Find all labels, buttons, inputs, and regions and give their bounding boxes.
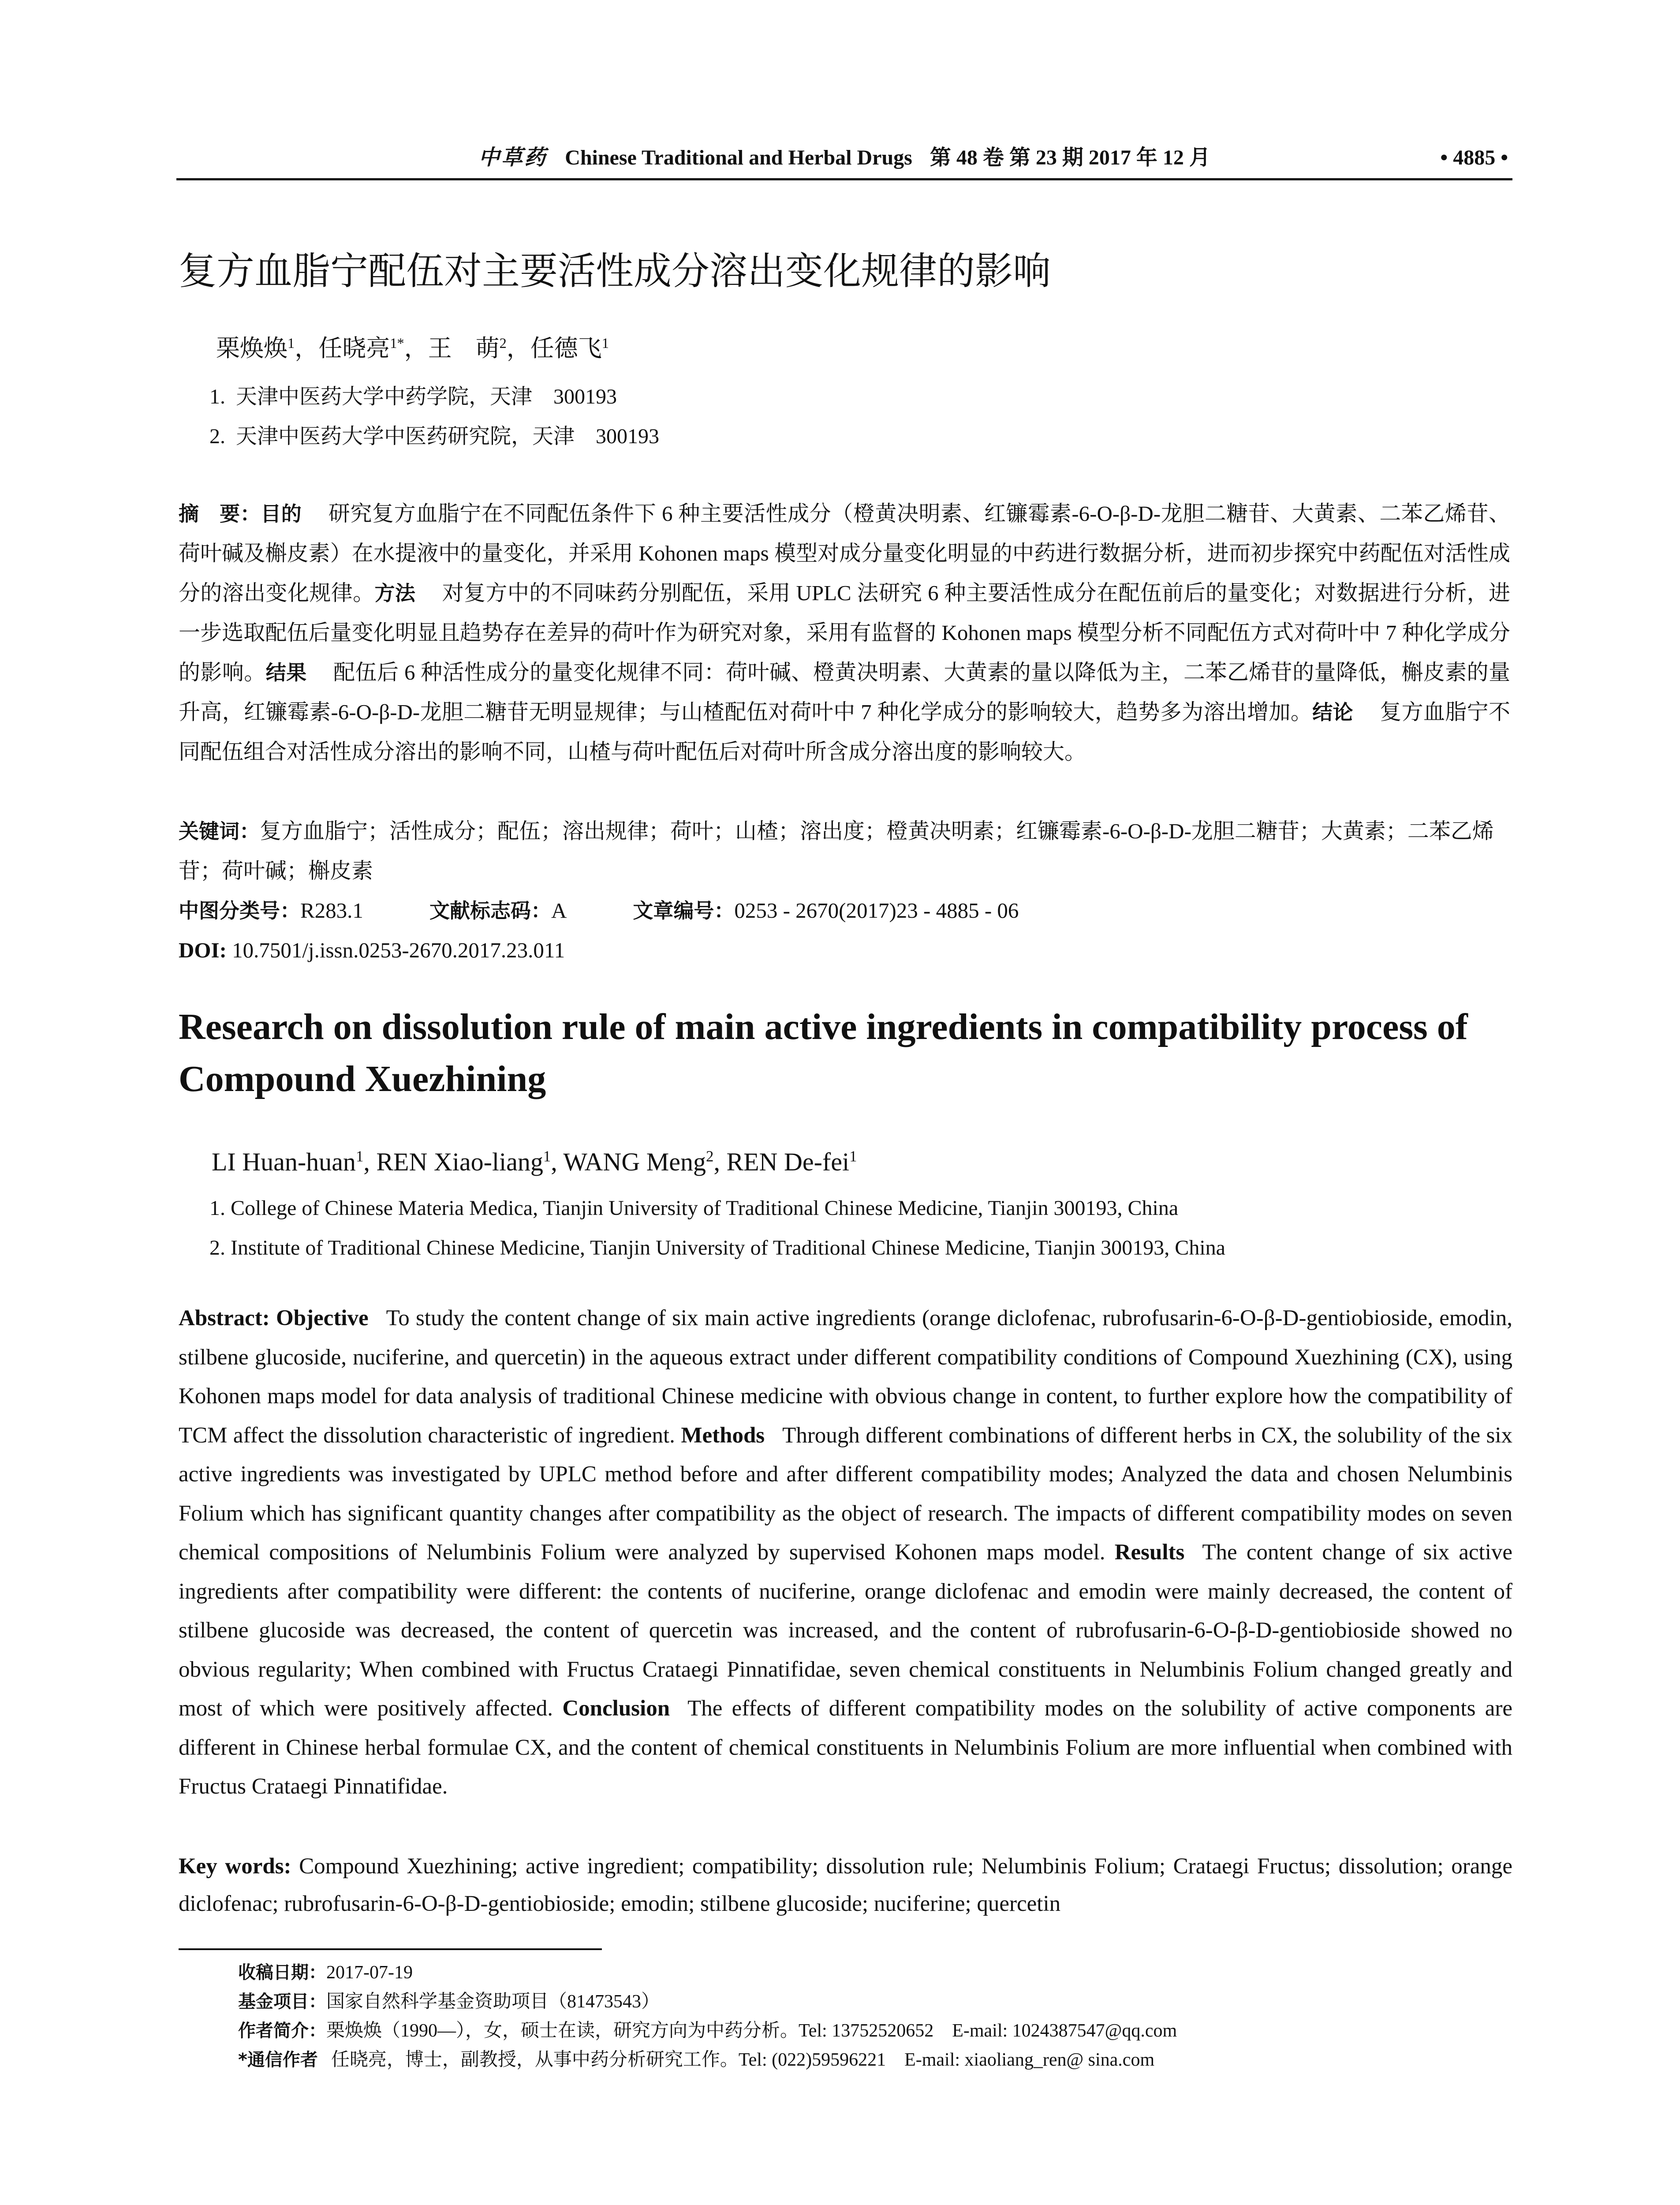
doi-label: DOI:	[179, 938, 227, 962]
footnote-corresponding-author	[238, 2045, 1154, 2074]
en-author	[563, 1147, 726, 1176]
en-author-name: WANG Meng	[563, 1147, 706, 1176]
en-conclusion-text: The effects of different compatibility modes on the solubility of active components are different in Chinese herbal formulae CX, and the content of chemical constituents in Nelumbinis Folium are more influential when combined with Fructus Crataegi Pinnatifidae.	[179, 1696, 1512, 1799]
en-author	[726, 1147, 857, 1176]
footnote-label: *通信作者	[238, 2050, 318, 2070]
cn-author-name: 栗焕焕	[216, 335, 287, 362]
cn-affiliation	[209, 379, 617, 415]
en-author	[376, 1147, 563, 1176]
cn-objective-label: 目的	[261, 502, 302, 526]
en-affiliation: 1. College of Chinese Materia Medica, Tianjin University of Traditional Chinese Medicine, Tianjin 300193, China	[209, 1196, 1179, 1220]
cn-author	[530, 335, 609, 362]
cn-author-affil-mark: 1	[287, 336, 295, 351]
en-keywords	[179, 1848, 1512, 1923]
en-author-affil-mark: 1	[355, 1147, 364, 1165]
en-author-separator: ,	[363, 1147, 377, 1176]
en-title: Research on dissolution rule of main active ingredients in compatibility process of Compound Xuezhining	[179, 1006, 1468, 1099]
cn-author-name: 任晓亮	[318, 335, 390, 362]
en-author-affil-mark: 1	[849, 1147, 857, 1165]
en-abstract	[179, 1299, 1512, 1806]
issue-info: 第 48 卷 第 23 期 2017 年 12 月	[930, 146, 1210, 169]
running-header	[176, 140, 1512, 176]
cn-abstract	[179, 494, 1510, 772]
footnote-text: 栗焕焕（1990—），女，硕士在读，研究方向为中药分析。Tel: 13752520652 E-mail: 1024387547@qq.com	[326, 2021, 1177, 2041]
cn-keywords-text: 复方血脂宁；活性成分；配伍；溶出规律；荷叶；山楂；溶出度；橙黄决明素；红镰霉素-6-O-β-D-龙胆二糖苷；大黄素；二苯乙烯苷；荷叶碱；槲皮素	[179, 819, 1494, 883]
cn-author	[428, 335, 530, 362]
en-keywords-text: Compound Xuezhining; active ingredient; compatibility; dissolution rule; Nelumbinis Folium; Crataegi Fructus; dissolution; orange diclofenac; rubrofusarin-6-O-β-D-gentiobioside; emodin; stilbene glucoside; nuciferine; quercetin	[179, 1854, 1513, 1916]
affiliation-number: 1.	[209, 385, 225, 408]
running-header-center	[176, 140, 1512, 176]
cn-objective-text: 研究复方血脂宁在不同配伍条件下 6 种主要活性成分（橙黄决明素、红镰霉素-6-O-β-D-龙胆二糖苷、大黄素、二苯乙烯苷、荷叶碱及槲皮素）在水提液中的量变化，并采用 Kohonen maps 模型对成分量变化明显的中药进行数据分析，进而初步探究中药配伍对活性成分的溶出变化规律。	[179, 501, 1511, 605]
en-author-affil-mark: 2	[706, 1147, 714, 1165]
affiliation-text: 天津中医药大学中医药研究院，天津 300193	[236, 425, 660, 448]
en-author-name: REN Xiao-liang	[376, 1147, 543, 1176]
cn-methods-label: 方法	[374, 581, 416, 605]
en-author-name: LI Huan-huan	[212, 1147, 356, 1176]
journal-name-cn: 中草药	[478, 146, 548, 169]
en-affiliation: 2. Institute of Traditional Chinese Medicine, Tianjin University of Traditional Chinese Medicine, Tianjin 300193, China	[209, 1236, 1225, 1259]
en-objective-label: Objective	[276, 1306, 369, 1330]
doi-value: 10.7501/j.issn.0253-2670.2017.23.011	[232, 938, 565, 962]
cn-author-affil-mark: 1	[601, 336, 609, 351]
en-objective-text: To study the content change of six main active ingredients (orange diclofenac, rubrofusarin-6-O-β-D-gentiobioside, emodin, stilbene glucoside, nuciferine, and quercetin) in the aqueous extract under different compatibility conditions of Compound Xuezhining (CX), using Kohonen maps model for data analysis of traditional Chinese medicine with obvious change in content, to further explore how the compatibility of TCM affect the dissolution characteristic of ingredient.	[179, 1306, 1512, 1448]
cn-class-value: R283.1	[300, 898, 363, 923]
cn-author-affil-mark: 2	[499, 336, 507, 351]
cn-title: 复方血脂宁配伍对主要活性成分溶出变化规律的影响	[179, 249, 1051, 293]
cn-author-name: 任德飞	[530, 335, 602, 362]
cn-keywords-label: 关键词：	[179, 819, 260, 843]
en-methods-label: Methods	[681, 1423, 765, 1448]
cn-results-label: 结果	[265, 661, 307, 684]
cn-class-label: 中图分类号：	[179, 899, 300, 923]
cn-author-affil-mark: 1*	[390, 336, 404, 351]
en-author-name: REN De-fei	[726, 1147, 850, 1176]
en-author-list	[212, 1142, 857, 1182]
en-author-separator: ,	[713, 1147, 727, 1176]
footnote-funding	[238, 1987, 660, 2016]
cn-author-separator: ，	[295, 335, 319, 362]
en-author	[212, 1147, 376, 1176]
en-conclusion-label: Conclusion	[562, 1696, 670, 1721]
cn-results-text: 配伍后 6 种活性成分的量变化规律不同：荷叶碱、橙黄决明素、大黄素的量以降低为主，二苯乙烯苷的量降低，槲皮素的量升高，红镰霉素-6-O-β-D-龙胆二糖苷无明显规律；与山楂配伍对荷叶中 7 种化学成分的影响较大，趋势多为溶出增加。	[179, 660, 1510, 724]
footnote-author-bio	[238, 2016, 1177, 2045]
journal-name-en: Chinese Traditional and Herbal Drugs	[565, 146, 912, 169]
footnote-label: 收稿日期：	[238, 1962, 326, 1983]
cn-affiliation	[209, 419, 659, 454]
cn-author-list	[216, 329, 609, 368]
cn-author-separator: ，	[506, 335, 530, 362]
footnote-text: 国家自然科学基金资助项目（81473543）	[326, 1992, 660, 2012]
cn-keywords	[179, 811, 1510, 891]
cn-author	[318, 335, 428, 362]
footnote-text: 任晓亮，博士，副教授，从事中药分析研究工作。Tel: (022)59596221 E-mail: xiaoliang_ren@ sina.com	[331, 2050, 1155, 2070]
en-methods-text: Through different combinations of different herbs in CX, the solubility of the six active ingredients was investigated by UPLC method before and after different compatibility modes; Analyzed the data and chosen Nelumbinis Folium which has significant quantity changes after compatibility as the object of research. The impacts of different compatibility modes on seven chemical compositions of Nelumbinis Folium were analyzed by supervised Kohonen maps model.	[179, 1423, 1513, 1565]
en-results-text: The content change of six active ingredients after compatibility were different: the contents of nuciferine, orange diclofenac and emodin were mainly decreased, the content of stilbene glucoside was decreased, the content of quercetin was increased, and the content of rubrofusarin-6-O-β-D-gentiobioside showed no obvious regularity; When combined with Fructus Crataegi Pinnatifidae, seven chemical constituents in Nelumbinis Folium changed greatly and most of which were positively affected.	[179, 1540, 1512, 1721]
footnote-label: 作者简介：	[238, 2021, 326, 2041]
cn-author-name: 王 萌	[428, 335, 500, 362]
footnote-label: 基金项目：	[238, 1992, 326, 2012]
cn-conclusion-label: 结论	[1312, 700, 1353, 724]
footnote-rule	[179, 1948, 602, 1950]
cn-conclusion-text: 复方血脂宁不同配伍组合对活性成分溶出的影响不同，山楂与荷叶配伍后对荷叶所含成分溶出度的影响较大。	[179, 700, 1510, 764]
footnote-received	[238, 1958, 413, 1987]
en-results-label: Results	[1114, 1540, 1185, 1565]
en-abstract-label: Abstract:	[179, 1306, 270, 1330]
footnote-text: 2017-07-19	[326, 1962, 413, 1983]
cn-classification-line	[179, 891, 1510, 931]
en-author-separator: ,	[551, 1147, 564, 1176]
header-rule	[176, 178, 1512, 180]
cn-doi-line	[179, 931, 1510, 970]
cn-author	[216, 335, 318, 362]
en-author-affil-mark: 1	[543, 1147, 551, 1165]
cn-doccode-label: 文献标志码：	[429, 899, 551, 923]
cn-doccode-value: A	[551, 898, 567, 923]
cn-article-no-label: 文章编号：	[633, 899, 735, 923]
cn-author-separator: ，	[404, 335, 428, 362]
page-number: • 4885 •	[1440, 146, 1508, 169]
cn-abstract-label: 摘 要：	[179, 502, 261, 526]
cn-article-no-value: 0253 - 2670(2017)23 - 4885 - 06	[734, 898, 1019, 923]
affiliation-text: 天津中医药大学中药学院，天津 300193	[236, 385, 617, 408]
affiliation-number: 2.	[209, 425, 225, 448]
cn-methods-text: 对复方中的不同味药分别配伍，采用 UPLC 法研究 6 种主要活性成分在配伍前后的量变化；对数据进行分析，进一步选取配伍后量变化明显且趋势存在差异的荷叶作为研究对象，采用有监督的 Kohonen maps 模型分析不同配伍方式对荷叶中 7 种化学成分的影响。	[179, 581, 1510, 684]
en-keywords-label: Key words:	[179, 1854, 291, 1879]
